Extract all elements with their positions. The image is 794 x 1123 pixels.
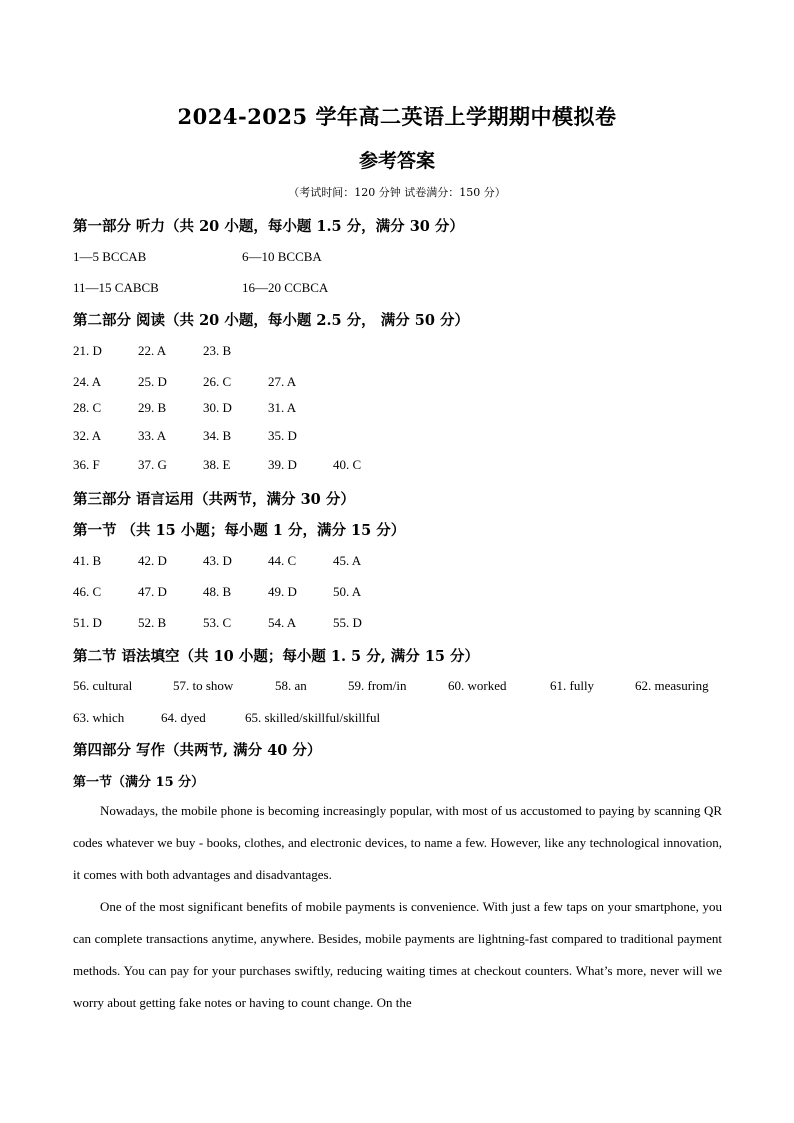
answer-item: 60. worked: [448, 678, 507, 693]
answer-item: 48. B: [203, 584, 232, 599]
answer-item: 49. D: [268, 584, 297, 599]
answer-item: 64. dyed: [161, 710, 206, 725]
answer-item: 55. D: [333, 615, 362, 630]
answer-item: 45. A: [333, 553, 362, 568]
exam-info-note: （考试时间：120 分钟 试卷满分：150 分）: [288, 186, 506, 199]
answer-item: 53. C: [203, 615, 232, 630]
part3-heading: 第三部分 语言运用（共两节，满分 30 分）: [73, 491, 355, 508]
answer-item: 51. D: [73, 615, 102, 630]
essay-paragraph: One of the most significant benefits of mobile payments is convenience. With just a few taps on your smartphone, you can complete transactions anytime, anywhere. Besides, mobile payments are lightning-fast compared to traditional payment methods. You can pay for your purchases swiftly, reducing waiting times at checkout counters. What’s more, never will we worry about getting fake notes or having to count change. On the: [73, 899, 722, 1010]
answer-item: 33. A: [138, 428, 167, 443]
answer-item: 28. C: [73, 400, 102, 415]
answer-group: 16—20 CCBCA: [242, 280, 329, 295]
answer-item: 42. D: [138, 553, 167, 568]
essay-paragraph: Nowadays, the mobile phone is becoming increasingly popular, with most of us accustomed to paying by scanning QR codes whatever we buy - books, clothes, and electronic devices, to name a few. However, like any technological innovation, it comes with both advantages and disadvantages.: [73, 803, 722, 882]
answer-item: 22. A: [138, 343, 167, 358]
essay-text: [73, 795, 722, 1019]
page-title: 2024-2025 学年高二英语上学期期中模拟卷: [177, 104, 617, 129]
answer-item: 44. C: [268, 553, 297, 568]
answer-item: 50. A: [333, 584, 362, 599]
answer-item: 58. an: [275, 678, 307, 693]
answer-item: 52. B: [138, 615, 167, 630]
part1-heading: 第一部分 听力（共 20 小题，每小题 1.5 分，满分 30 分）: [73, 218, 464, 235]
answer-item: 27. A: [268, 374, 297, 389]
answer-item: 23. B: [203, 343, 232, 358]
answer-item: 54. A: [268, 615, 297, 630]
answer-group: 6—10 BCCBA: [242, 249, 322, 264]
answer-group: 11—15 CABCB: [73, 280, 159, 295]
answer-item: 31. A: [268, 400, 297, 415]
part3-section2-heading: 第二节 语法填空（共 10 小题；每小题 1. 5 分, 满分 15 分）: [73, 648, 480, 665]
answer-item: 62. measuring: [635, 678, 709, 693]
answer-item: 57. to show: [173, 678, 234, 693]
answer-item: 24. A: [73, 374, 102, 389]
answer-item: 34. B: [203, 428, 232, 443]
answer-item: 39. D: [268, 457, 297, 472]
answer-item: 32. A: [73, 428, 102, 443]
answer-item: 63. which: [73, 710, 125, 725]
answer-item: 25. D: [138, 374, 167, 389]
answer-item: 59. from/in: [348, 678, 407, 693]
answer-item: 41. B: [73, 553, 102, 568]
page-subtitle: 参考答案: [358, 150, 435, 172]
answer-item: 43. D: [203, 553, 232, 568]
part2-heading: 第二部分 阅读（共 20 小题，每小题 2.5 分， 满分 50 分）: [73, 312, 469, 329]
answer-item: 46. C: [73, 584, 102, 599]
answer-item: 65. skilled/skillful/skillful: [245, 710, 381, 725]
answer-item: 38. E: [203, 457, 231, 472]
answer-item: 21. D: [73, 343, 102, 358]
answer-item: 26. C: [203, 374, 232, 389]
part3-section1-heading: 第一节 （共 15 小题；每小题 1 分，满分 15 分）: [73, 522, 406, 539]
answer-group: 1—5 BCCAB: [73, 249, 147, 264]
answer-item: 35. D: [268, 428, 297, 443]
answer-item: 47. D: [138, 584, 167, 599]
part4-heading: 第四部分 写作（共两节, 满分 40 分）: [73, 742, 322, 759]
answer-item: 40. C: [333, 457, 362, 472]
answer-item: 61. fully: [550, 678, 595, 693]
answer-item: 37. G: [138, 457, 167, 472]
answer-item: 29. B: [138, 400, 167, 415]
answer-item: 30. D: [203, 400, 232, 415]
answer-item: 36. F: [73, 457, 100, 472]
part4-section1-heading: 第一节（满分 15 分）: [73, 775, 205, 790]
answer-item: 56. cultural: [73, 678, 133, 693]
